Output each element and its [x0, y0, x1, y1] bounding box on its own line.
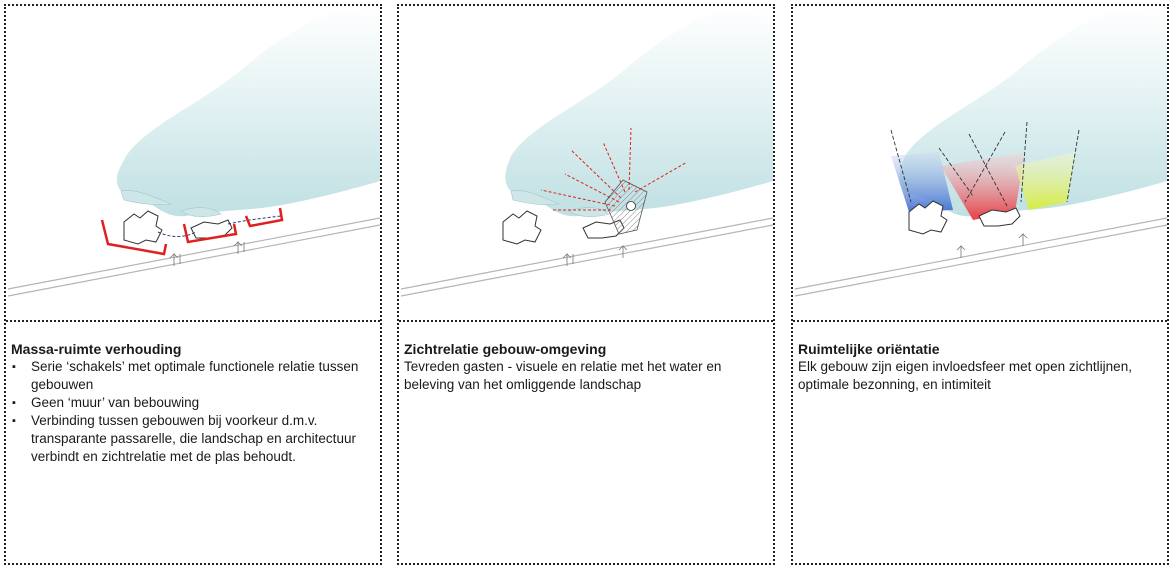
water-body — [117, 6, 380, 216]
access-arrow — [1019, 234, 1027, 246]
smiley-icon — [627, 202, 636, 211]
list-item: ▪ Serie ‘schakels’ met optimale functionele relatie tussen gebouwen — [11, 358, 376, 394]
panel-description: Elk gebouw zijn eigen invloedsfeer met open zichtlijnen, optimale bezonning, en intimiteit — [798, 359, 1132, 392]
building-1 — [124, 211, 162, 244]
diagram-orientatie — [793, 6, 1167, 322]
road-line — [8, 225, 380, 296]
panel-title: Zichtrelatie gebouw-omgeving — [404, 341, 607, 357]
panel-orientatie — [791, 4, 1169, 565]
panel-description: Tevreden gasten - visuele en relatie met het water en beleving van het omliggende landschap — [404, 359, 722, 392]
list-item: ▪ Geen ‘muur’ van bebouwing — [11, 394, 376, 412]
building-1 — [503, 211, 541, 244]
panel-title: Ruimtelijke oriëntatie — [798, 341, 940, 357]
panel-zichtrelatie — [397, 4, 775, 565]
panel-text — [11, 340, 376, 466]
list-item: ▪ Verbinding tussen gebouwen bij voorkeur d.m.v. transparante passarelle, die landschap en architectuur verbindt en zichtrelatie met de plas behoudt. — [11, 412, 376, 466]
access-arrow — [619, 246, 627, 258]
bullet-list — [11, 358, 376, 466]
road-line — [795, 218, 1167, 289]
panel-massa-ruimte — [4, 4, 382, 565]
water-body — [505, 6, 773, 216]
diagram-zichtrelatie — [399, 6, 773, 322]
road-line — [795, 225, 1167, 296]
panel-text — [404, 340, 769, 394]
red-bracket-3 — [246, 208, 282, 226]
diagram-massa-ruimte — [6, 6, 380, 322]
panel-title: Massa-ruimte verhouding — [11, 341, 182, 357]
panel-text — [798, 340, 1163, 394]
